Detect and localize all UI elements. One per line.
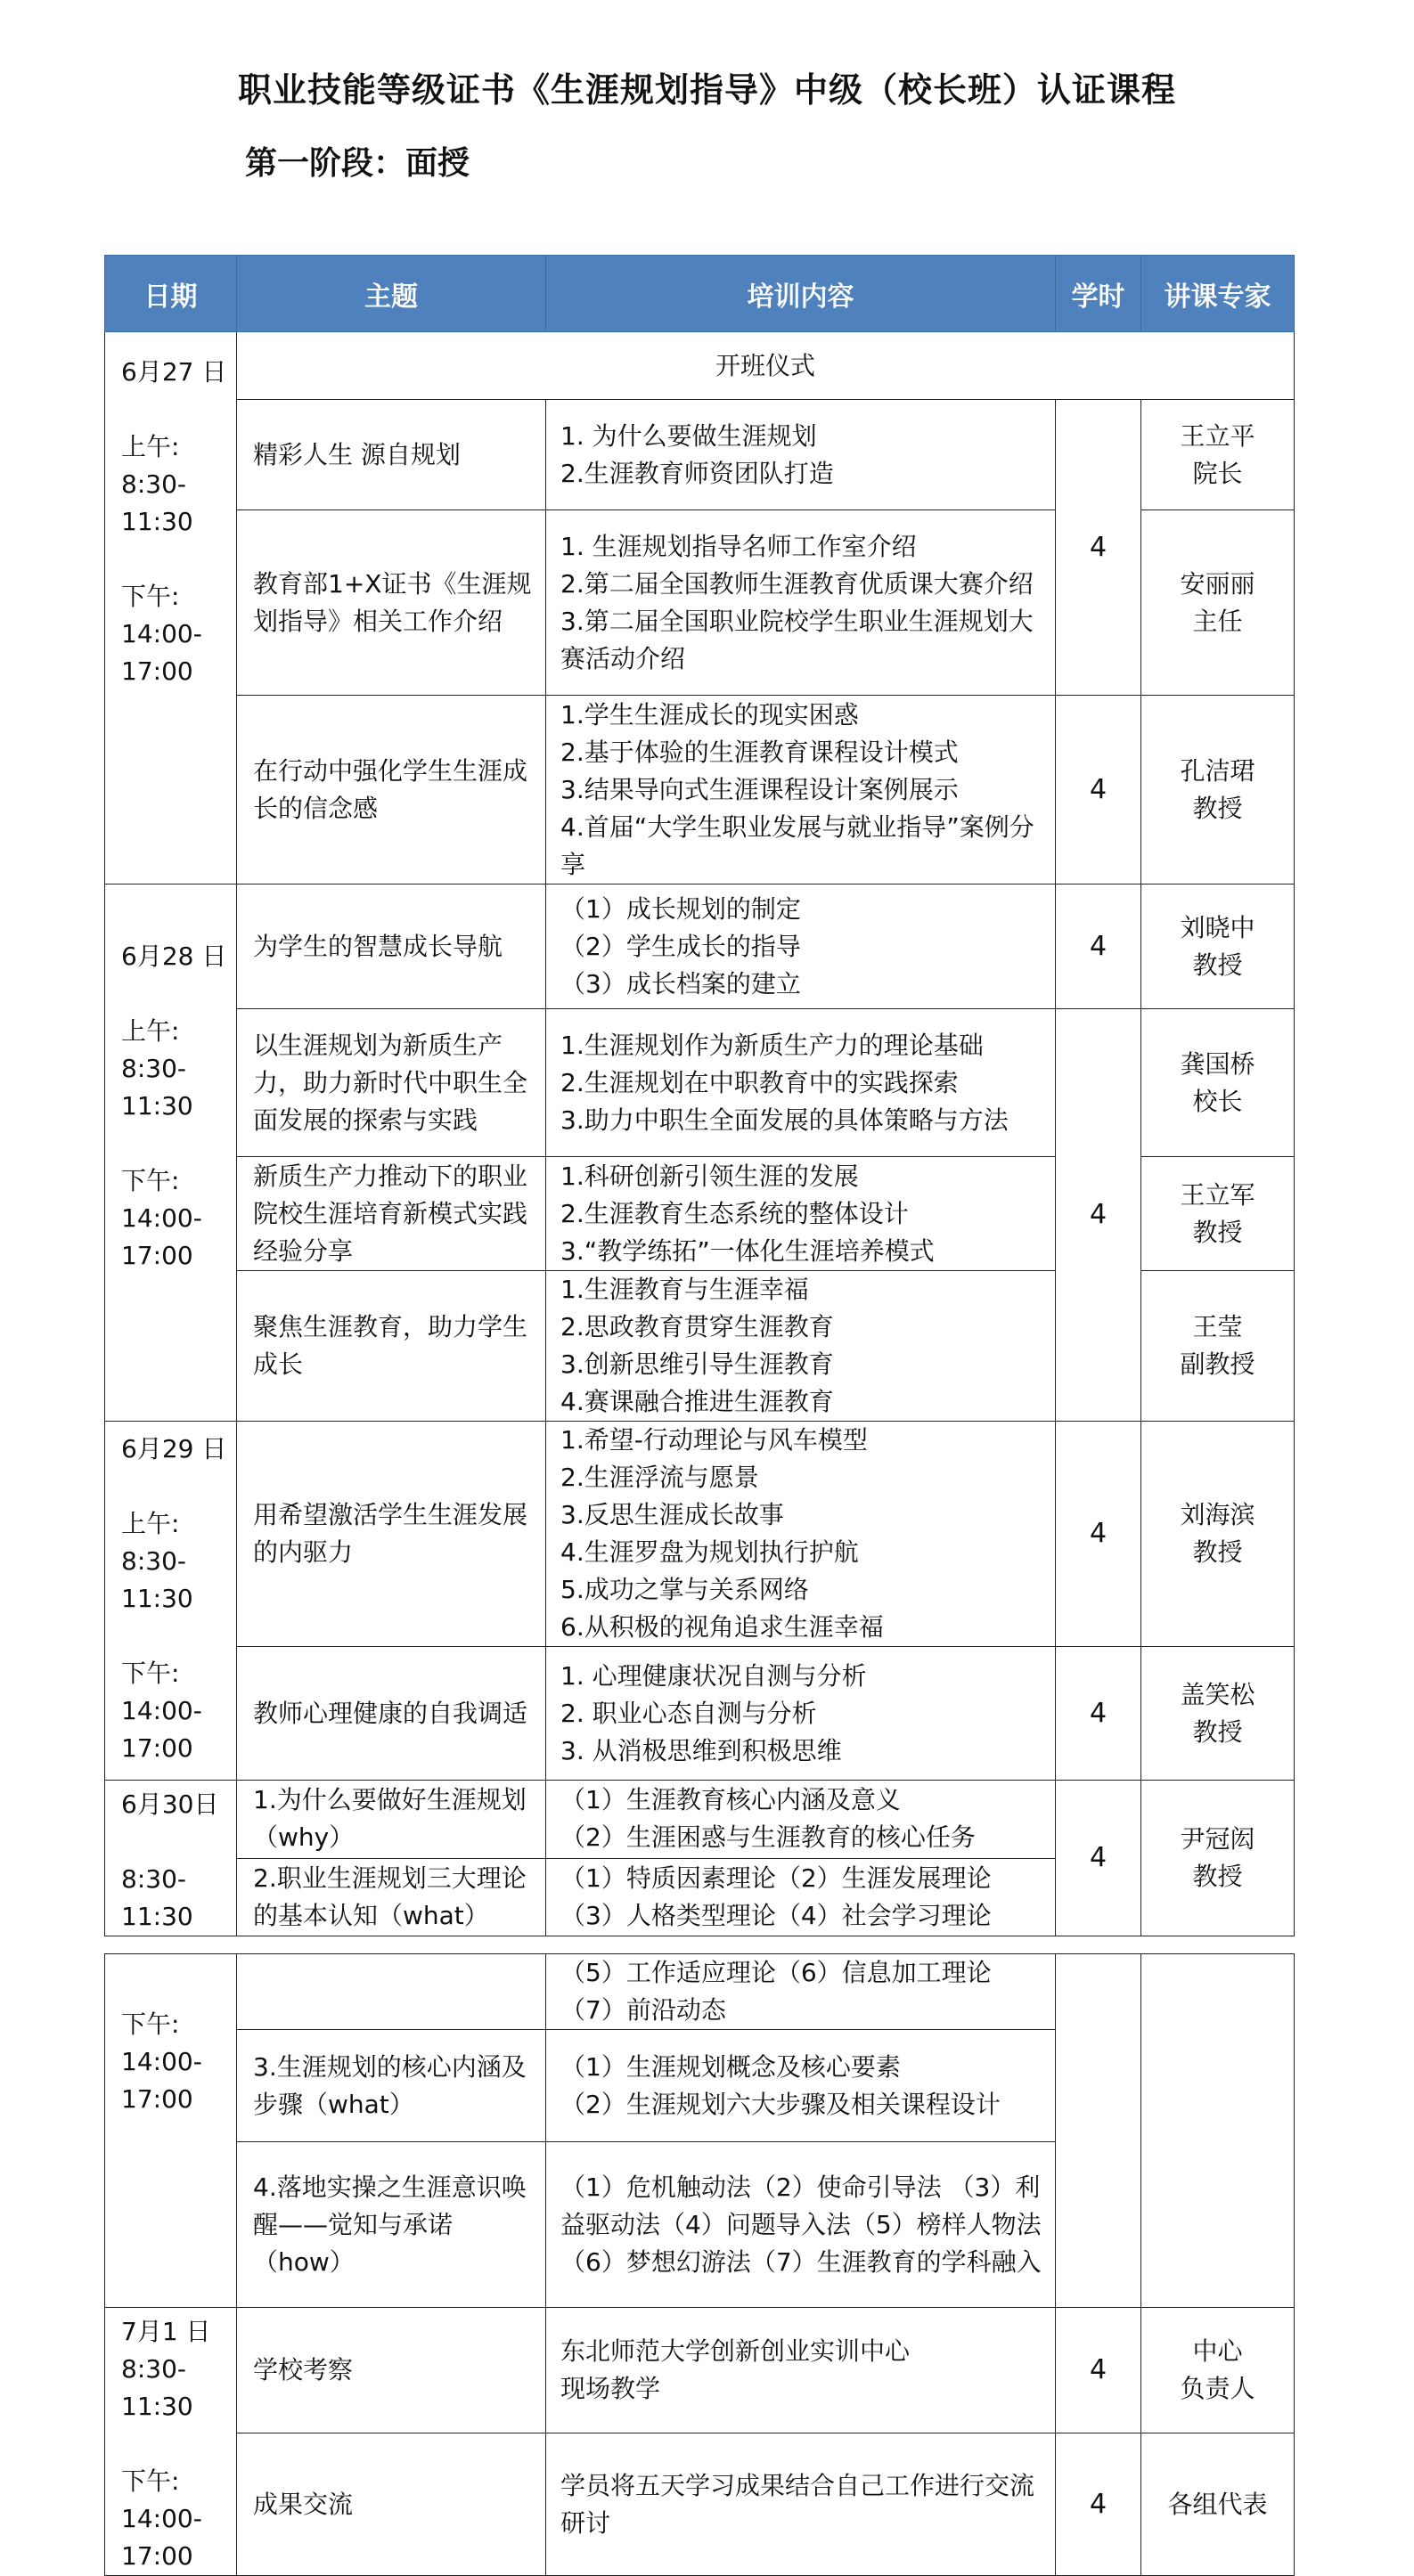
table-row	[105, 1647, 1295, 1781]
schedule-table-part2	[104, 1953, 1295, 2576]
hours-cell: 4	[1056, 1009, 1141, 1422]
date-cell-0628: 6月28 日 上午: 8:30- 11:30 下午: 14:00- 17:00	[105, 884, 237, 1422]
expert-cell: 孔洁珺 教授	[1141, 696, 1295, 884]
topic-cell: 聚焦生涯教育，助力学生成长	[237, 1271, 546, 1422]
col-header-expert: 讲课专家	[1141, 256, 1295, 332]
topic-cell: 在行动中强化学生生涯成长的信念感	[237, 696, 546, 884]
hours-cell: 4	[1056, 400, 1141, 696]
topic-cell: 3.生涯规划的核心内涵及步骤（what）	[237, 2030, 546, 2142]
stage-heading: 第一阶段：面授	[245, 145, 470, 182]
hours-cell: 4	[1056, 1422, 1141, 1647]
topic-cell: 用希望激活学生生涯发展的内驱力	[237, 1422, 546, 1647]
date-cell-0629: 6月29 日 上午: 8:30- 11:30 下午: 14:00- 17:00	[105, 1422, 237, 1781]
date-cell-0630: 6月30日 8:30- 11:30	[105, 1781, 237, 1936]
content-cell: （5）工作适应理论（6）信息加工理论 （7）前沿动态	[546, 1954, 1056, 2030]
content-cell: 1.科研创新引领生涯的发展 2.生涯教育生态系统的整体设计 3.“教学练拓”一体化生涯培养模式	[546, 1157, 1056, 1271]
topic-cell: 4.落地实操之生涯意识唤醒——觉知与承诺（how）	[237, 2142, 546, 2308]
table-row	[105, 1781, 1295, 1859]
col-header-date: 日期	[105, 256, 237, 332]
table-row	[105, 1954, 1295, 2030]
table-row	[105, 696, 1295, 884]
expert-cell: 盖笑松 教授	[1141, 1647, 1295, 1781]
content-cell: （1）危机触动法（2）使命引导法 （3）利益驱动法（4）问题导入法（5）榜样人物法（6）梦想幻游法（7）生涯教育的学科融入	[546, 2142, 1056, 2308]
expert-cell: 王立军 教授	[1141, 1157, 1295, 1271]
topic-cell: 2.职业生涯规划三大理论的基本认知（what）	[237, 1858, 546, 1936]
topic-cell	[237, 1954, 546, 2030]
expert-cell: 王立平 院长	[1141, 400, 1295, 510]
content-cell: 学员将五天学习成果结合自己工作进行交流研讨	[546, 2433, 1056, 2576]
expert-cell: 中心 负责人	[1141, 2308, 1295, 2433]
hours-cell: 4	[1056, 1647, 1141, 1781]
topic-cell: 教师心理健康的自我调适	[237, 1647, 546, 1781]
topic-cell: 1.为什么要做好生涯规划（why）	[237, 1781, 546, 1859]
table-row	[105, 1009, 1295, 1157]
expert-cell: 安丽丽 主任	[1141, 510, 1295, 696]
hours-cell: 4	[1056, 1781, 1141, 1936]
table-row	[105, 2308, 1295, 2433]
hours-cell: 4	[1056, 2308, 1141, 2433]
content-cell: 1. 心理健康状况自测与分析 2. 职业心态自测与分析 3. 从消极思维到积极思维	[546, 1647, 1056, 1781]
topic-cell: 为学生的智慧成长导航	[237, 884, 546, 1009]
expert-cell-empty	[1141, 1954, 1295, 2308]
hours-cell: 4	[1056, 2433, 1141, 2576]
date-cell-0627: 6月27 日 上午: 8:30- 11:30 下午: 14:00- 17:00	[105, 332, 237, 884]
expert-cell: 王莹 副教授	[1141, 1271, 1295, 1422]
content-cell: 1. 为什么要做生涯规划 2.生涯教育师资团队打造	[546, 400, 1056, 510]
table-header-row	[105, 256, 1295, 332]
content-cell: 1. 生涯规划指导名师工作室介绍 2.第二届全国教师生涯教育优质课大赛介绍 3.第二届全国职业院校学生职业生涯规划大赛活动介绍	[546, 510, 1056, 696]
hours-cell: 4	[1056, 696, 1141, 884]
col-header-topic: 主题	[237, 256, 546, 332]
table-row	[105, 332, 1295, 400]
content-cell: 东北师范大学创新创业实训中心 现场教学	[546, 2308, 1056, 2433]
topic-cell: 成果交流	[237, 2433, 546, 2576]
topic-cell: 教育部1+X证书《生涯规划指导》相关工作介绍	[237, 510, 546, 696]
content-cell: 1.学生生涯成长的现实困惑 2.基于体验的生涯教育课程设计模式 3.结果导向式生涯课程设计案例展示 4.首届“大学生职业发展与就业指导”案例分享	[546, 696, 1056, 884]
table-row	[105, 884, 1295, 1009]
date-cell-0701: 7月1 日 8:30- 11:30 下午: 14:00- 17:00	[105, 2308, 237, 2576]
expert-cell: 尹冠闳 教授	[1141, 1781, 1295, 1936]
expert-cell: 刘海滨 教授	[1141, 1422, 1295, 1647]
topic-cell: 精彩人生 源自规划	[237, 400, 546, 510]
table-row	[105, 2433, 1295, 2576]
schedule-table-part1	[104, 255, 1295, 1936]
content-cell: 1.生涯规划作为新质生产力的理论基础 2.生涯规划在中职教育中的实践探索 3.助力中职生全面发展的具体策略与方法	[546, 1009, 1056, 1157]
content-cell: （1）生涯规划概念及核心要素 （2）生涯规划六大步骤及相关课程设计	[546, 2030, 1056, 2142]
content-cell: （1）特质因素理论（2）生涯发展理论 （3）人格类型理论（4）社会学习理论	[546, 1858, 1056, 1936]
topic-cell: 新质生产力推动下的职业院校生涯培育新模式实践经验分享	[237, 1157, 546, 1271]
expert-cell: 各组代表	[1141, 2433, 1295, 2576]
col-header-hours: 学时	[1056, 256, 1141, 332]
content-cell: （1）生涯教育核心内涵及意义 （2）生涯困惑与生涯教育的核心任务	[546, 1781, 1056, 1859]
date-cell-0630-pm: 下午: 14:00- 17:00	[105, 1954, 237, 2308]
expert-cell: 龚国桥 校长	[1141, 1009, 1295, 1157]
table-row	[105, 400, 1295, 510]
hours-cell: 4	[1056, 884, 1141, 1009]
content-cell: 1.希望-行动理论与风车模型 2.生涯浮流与愿景 3.反思生涯成长故事 4.生涯罗盘为规划执行护航 5.成功之掌与关系网络 6.从积极的视角追求生涯幸福	[546, 1422, 1056, 1647]
content-cell: （1）成长规划的制定 （2）学生成长的指导 （3）成长档案的建立	[546, 884, 1056, 1009]
document-title: 职业技能等级证书《生涯规划指导》中级（校长班）认证课程	[237, 70, 1176, 110]
table-row	[105, 1422, 1295, 1647]
topic-cell: 以生涯规划为新质生产力，助力新时代中职生全面发展的探索与实践	[237, 1009, 546, 1157]
content-cell: 1.生涯教育与生涯幸福 2.思政教育贯穿生涯教育 3.创新思维引导生涯教育 4.赛课融合推进生涯教育	[546, 1271, 1056, 1422]
col-header-content: 培训内容	[546, 256, 1056, 332]
expert-cell: 刘晓中 教授	[1141, 884, 1295, 1009]
opening-ceremony: 开班仪式	[237, 332, 1295, 400]
topic-cell: 学校考察	[237, 2308, 546, 2433]
hours-cell-empty	[1056, 1954, 1141, 2308]
